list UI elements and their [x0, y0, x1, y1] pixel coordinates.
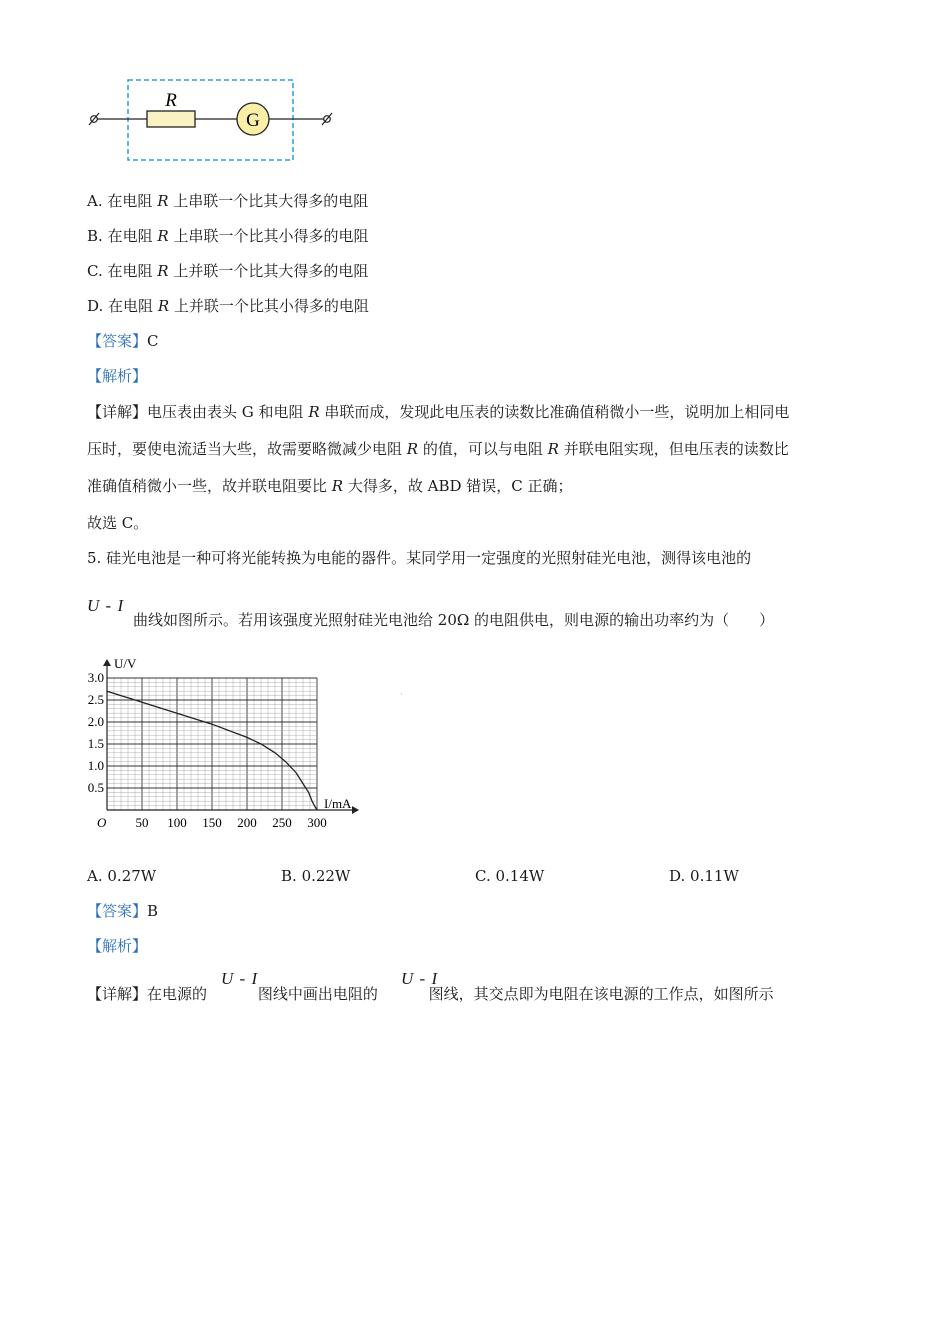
- x-tick-label: 50: [135, 815, 149, 830]
- answer-tag: 【答案】: [87, 332, 148, 350]
- q5-option-b: B. 0.22W: [281, 867, 351, 885]
- q5-analysis-heading: 【解析】: [87, 937, 148, 955]
- resistor-r: [147, 111, 195, 127]
- y-tick-label: 0.5: [87, 780, 104, 795]
- ui-symbol: U - I: [87, 596, 125, 615]
- grid: [107, 678, 317, 810]
- y-tick-labels: [88, 670, 104, 795]
- q4-option-c: C. 在电阻 R 上并联一个比其大得多的电阻: [87, 262, 369, 280]
- answer-tag: 【答案】: [87, 902, 148, 920]
- resistor-label: R: [165, 90, 177, 111]
- x-tick-label: 100: [167, 815, 187, 830]
- y-tick-label: 1.0: [87, 758, 104, 773]
- q4-option-d: D. 在电阻 R 上并联一个比其小得多的电阻: [87, 297, 369, 315]
- x-tick-label: 250: [272, 815, 292, 830]
- q5-option-d: D. 0.11W: [669, 867, 739, 885]
- q4-detail-line-1: 【详解】电压表由表头 G 和电阻 R 串联而成，发现此电压表的读数比准确值稍微小一些，说明加上相同电: [87, 403, 790, 421]
- circuit-diagram: [80, 70, 350, 170]
- q4-analysis-heading: 【解析】: [87, 367, 148, 385]
- q5-option-a: A. 0.27W: [87, 867, 157, 885]
- x-tick-label: 150: [202, 815, 222, 830]
- answer-value: C: [147, 332, 159, 350]
- ui-symbol: U - I: [221, 969, 259, 988]
- q4-conclusion: 故选 C。: [87, 514, 149, 532]
- y-tick-label: 2.0: [87, 714, 104, 729]
- galvanometer-label: G: [246, 110, 260, 131]
- ui-curve-chart: [80, 650, 380, 835]
- y-tick-label: 1.5: [87, 736, 104, 751]
- x-axis-label: I/mA: [324, 796, 352, 811]
- x-tick-label: 300: [307, 815, 327, 830]
- right-terminal: [322, 113, 332, 125]
- ui-symbol: U - I: [401, 969, 439, 988]
- y-tick-label: 2.5: [87, 692, 104, 707]
- stray-dot: ·: [400, 690, 403, 699]
- q5-detail-line: 【详解】在电源的 图线中画出电阻的 图线，其交点即为电阻在该电源的工作点，如图所示: [87, 985, 774, 1003]
- y-axis-label: U/V: [114, 656, 137, 671]
- q5-answer: [87, 901, 158, 921]
- left-terminal: [89, 113, 99, 125]
- answer-value: B: [147, 902, 159, 920]
- q4-detail-line-3: 准确值稍微小一些，故并联电阻要比 R 大得多，故 ABD 错误，C 正确；: [87, 477, 573, 495]
- detail-tag: 【详解】: [87, 403, 148, 421]
- detail-tag: 【详解】: [87, 985, 148, 1003]
- q5-stem-line-2: 曲线如图所示。若用该强度光照射硅光电池给 20Ω 的电阻供电，则电源的输出功率约为（ ）: [133, 611, 775, 629]
- q4-option-b: B. 在电阻 R 上串联一个比其小得多的电阻: [87, 227, 369, 245]
- x-tick-label: 200: [237, 815, 257, 830]
- q4-detail-line-2: 压时，要使电流适当大些，故需要略微减少电阻 R 的值，可以与电阻 R 并联电阻实现，但电压表的读数比: [87, 440, 789, 458]
- q5-stem-line-1: 5. 硅光电池是一种可将光能转换为电能的器件。某同学用一定强度的光照射硅光电池，测得该电池的: [87, 549, 752, 567]
- x-tick-labels: [136, 815, 327, 830]
- q5-option-c: C. 0.14W: [475, 867, 545, 885]
- y-tick-label: 3.0: [87, 670, 104, 685]
- q4-option-a: A. 在电阻 R 上串联一个比其大得多的电阻: [87, 192, 369, 210]
- q4-answer: [87, 331, 159, 351]
- origin-label: O: [97, 815, 107, 830]
